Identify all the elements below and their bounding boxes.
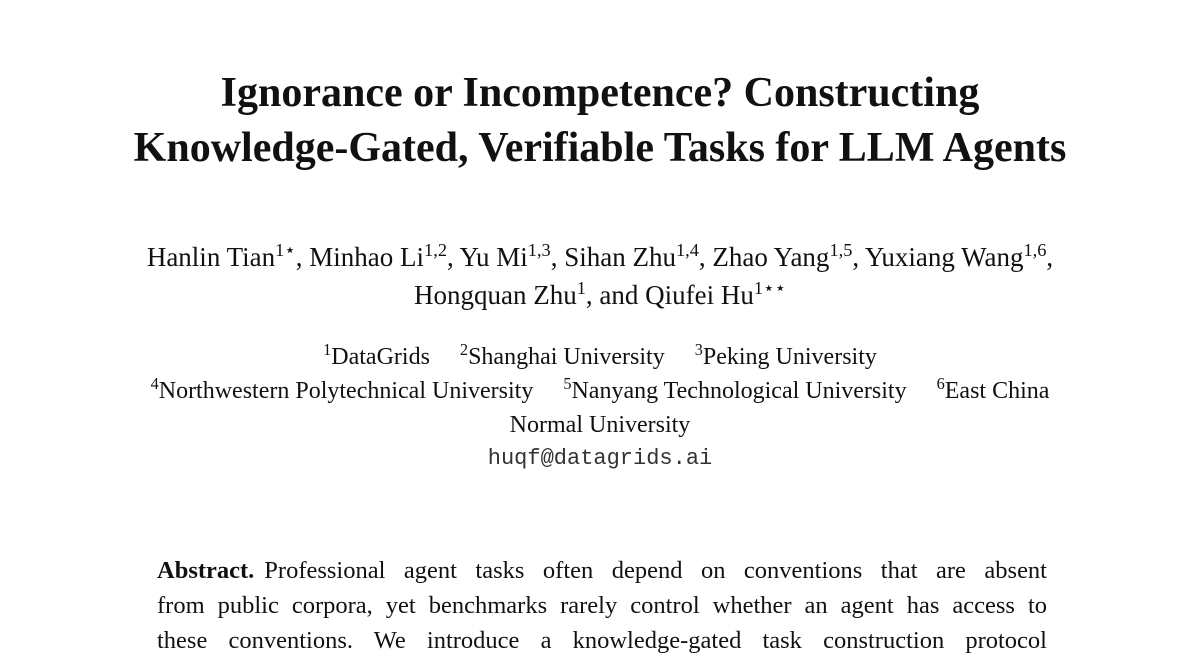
affiliation-name: Nanyang Technological University	[571, 378, 907, 404]
author-name: Hanlin Tian	[146, 242, 276, 272]
affiliation-number: 6	[936, 374, 945, 394]
affiliation-number: 5	[563, 374, 572, 394]
author-affiliation-marker: 1⋆⋆	[753, 277, 787, 298]
author-name: Yu Mi	[459, 242, 528, 272]
author-affiliation-marker: 1	[576, 277, 586, 298]
abstract-line-3: these conventions. We introduce a knowledge-gated task construction protocol	[157, 627, 1047, 654]
affiliation-name: East China	[944, 378, 1050, 404]
author-separator: ,	[852, 242, 865, 272]
author-separator: ,	[698, 242, 713, 272]
author-separator: , and	[585, 280, 646, 310]
affiliation-name: Normal University	[509, 412, 691, 438]
author-name: Minhao Li	[309, 242, 425, 272]
affiliation-name: DataGrids	[331, 344, 430, 370]
affiliation-number: 3	[694, 340, 703, 360]
affiliation-number: 4	[150, 374, 159, 394]
author-affiliation-marker: 1⋆	[275, 239, 296, 260]
affiliation-name: Shanghai University	[468, 344, 665, 370]
author-name: Zhao Yang	[712, 242, 830, 272]
paper-title	[0, 66, 1200, 176]
author-separator: ,	[447, 242, 460, 272]
author-list	[0, 238, 1200, 314]
author-affiliation-marker: 1,2	[424, 239, 447, 260]
abstract	[157, 553, 1047, 658]
affiliation-name: Northwestern Polytechnical University	[158, 378, 534, 404]
abstract-label: Abstract.	[157, 557, 255, 584]
author-separator: ,	[295, 242, 310, 272]
author-affiliation-marker: 1,6	[1023, 239, 1047, 260]
author-affiliation-marker: 1,3	[527, 239, 551, 260]
affiliation-list	[0, 340, 1200, 476]
author-affiliation-marker: 1,4	[675, 239, 699, 260]
contact-email: huqf@datagrids.ai	[487, 446, 713, 471]
affiliation-number: 2	[459, 340, 469, 360]
author-name: Hongquan Zhu	[413, 280, 577, 310]
author-row-1	[0, 238, 1200, 276]
author-separator: ,	[1046, 242, 1054, 272]
title-line-2: Knowledge-Gated, Verifiable Tasks for LLM Agents	[133, 125, 1067, 171]
author-name: Yuxiang Wang	[864, 242, 1024, 272]
affiliation-row-1	[0, 340, 1200, 374]
author-name: Sihan Zhu	[564, 242, 676, 272]
abstract-line-2: from public corpora, yet benchmarks rarely control whether an agent has access to	[157, 592, 1047, 619]
affiliation-name: Peking University	[702, 344, 877, 370]
author-name: Qiufei Hu	[645, 280, 754, 310]
affiliation-row-2	[0, 374, 1200, 408]
affiliation-number: 1	[323, 340, 332, 360]
title-line-1: Ignorance or Incompetence? Constructing	[220, 70, 980, 116]
author-separator: ,	[550, 242, 565, 272]
abstract-line-1	[157, 553, 1047, 588]
affiliation-row-3	[0, 408, 1200, 442]
author-affiliation-marker: 1,5	[829, 239, 853, 260]
abstract-text: Professional agent tasks often depend on conventions that are absent	[264, 557, 1047, 584]
author-row-2	[0, 276, 1200, 314]
